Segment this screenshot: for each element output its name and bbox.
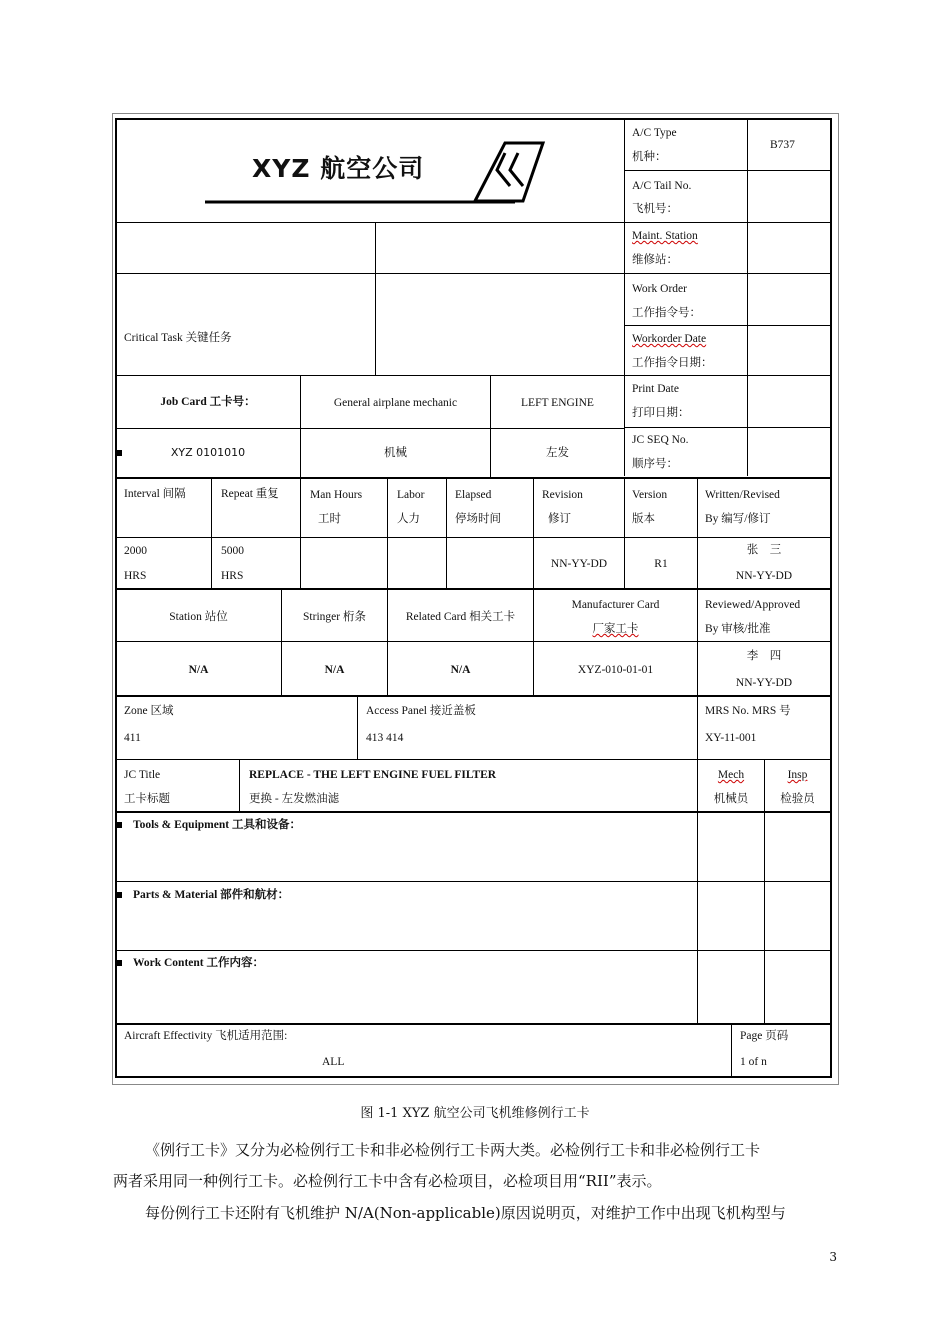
manufacturer-label: Manufacturer Card <box>571 599 660 611</box>
access-panel-label: Access Panel 接近盖板 <box>366 705 476 717</box>
elapsed-label-cn: 停场时间 <box>455 513 501 525</box>
ac-type-label: A/C Type <box>632 127 677 139</box>
stringer-value: N/A <box>324 664 345 676</box>
repeat-unit: HRS <box>221 570 244 582</box>
body-line-3: 每份例行工卡还附有飞机维护 N/A(Non-applicable)原因说明页，对维护工作中出现飞机构型与 <box>145 1204 786 1222</box>
job-title: REPLACE - THE LEFT ENGINE FUEL FILTER <box>249 769 497 781</box>
revision-value: NN-YY-DD <box>550 558 608 570</box>
zone-value: 411 <box>124 732 141 744</box>
insp-label-cn: 检验员 <box>780 793 815 805</box>
bullet-icon <box>117 892 122 898</box>
job-title-cn: 更换 - 左发燃油滤 <box>249 793 340 805</box>
stringer-label: Stringer 桁条 <box>303 611 366 623</box>
body-line-2: 两者采用同一种例行工卡。必检例行工卡中含有必检项目，必检项目用“RII”表示。 <box>113 1172 662 1190</box>
effectivity-label: Aircraft Effectivity 飞机适用范围: <box>124 1030 288 1042</box>
print-date-label-cn: 打印日期： <box>632 407 690 419</box>
company-logo-text: XYZ 航空公司 <box>252 154 425 183</box>
jc-seq-label-cn: 顺序号： <box>632 458 678 470</box>
manufacturer-label-cn: 厂家工卡 <box>592 623 639 635</box>
related-card-label: Related Card 相关工卡 <box>405 611 516 623</box>
work-order-label-cn: 工作指令号： <box>632 307 701 319</box>
tools-section-label: Tools & Equipment 工具和设备： <box>133 819 301 831</box>
written-label-cn: By 编写/修订 <box>705 513 771 525</box>
tail-label: A/C Tail No. <box>632 180 692 192</box>
mrs-label: MRS No. MRS 号 <box>705 705 791 717</box>
man-hours-label-cn: 工时 <box>318 513 341 525</box>
manufacturer-value: XYZ-010-01-01 <box>577 664 654 676</box>
mech-label: Mech <box>717 769 745 781</box>
labor-label: Labor <box>397 489 425 501</box>
version-value: R1 <box>654 558 668 570</box>
elapsed-label: Elapsed <box>455 489 492 501</box>
page-label: Page 页码 <box>740 1030 789 1042</box>
trade-en: General airplane mechanic <box>333 397 458 409</box>
repeat-label: Repeat 重复 <box>221 488 279 500</box>
interval-unit: HRS <box>124 570 147 582</box>
effectivity-value: ALL <box>322 1056 345 1068</box>
ac-type-label-cn: 机种： <box>632 151 667 163</box>
work-order-label: Work Order <box>632 283 687 295</box>
wo-date-label: Workorder Date <box>632 333 707 345</box>
related-value: N/A <box>450 664 471 676</box>
jc-title-label: JC Title <box>124 769 161 781</box>
work-content-label: Work Content 工作内容： <box>133 957 264 969</box>
version-label: Version <box>632 489 668 501</box>
approver-name: 李 四 <box>746 650 782 662</box>
man-hours-label: Man Hours <box>310 489 363 501</box>
position-en: LEFT ENGINE <box>521 397 594 409</box>
bullet-icon <box>117 960 122 966</box>
station-label: Maint. Station <box>632 230 698 242</box>
mrs-value: XY-11-001 <box>705 732 757 744</box>
approver-date: NN-YY-DD <box>735 677 793 689</box>
station-pos-label: Station 站位 <box>169 611 228 623</box>
station-label-cn: 维修站： <box>632 254 678 266</box>
page-number: 3 <box>829 1250 837 1264</box>
parts-section-label: Parts & Material 部件和航材： <box>133 889 290 901</box>
zone-label: Zone 区域 <box>124 705 174 717</box>
interval-label: Interval 间隔 <box>124 488 186 500</box>
station-value: N/A <box>188 664 209 676</box>
position-cn: 左发 <box>546 447 569 459</box>
reviewed-label: Reviewed/Approved <box>705 599 801 611</box>
reviewed-label-cn: By 审核/批准 <box>705 623 771 635</box>
mech-label-cn: 机械员 <box>713 793 749 805</box>
print-date-label: Print Date <box>632 383 679 395</box>
figure-caption: 图 1-1 XYZ 航空公司飞机维修例行工卡 <box>360 1106 590 1121</box>
job-card-label: Job Card 工卡号： <box>160 396 256 408</box>
access-panel-value: 413 414 <box>366 732 404 744</box>
ac-type-value: B737 <box>770 139 795 151</box>
version-label-cn: 版本 <box>632 513 655 525</box>
revision-label-cn: 修订 <box>548 513 571 525</box>
labor-label-cn: 人力 <box>397 513 420 525</box>
page-value: 1 of n <box>740 1056 767 1068</box>
airline-tail-logo-icon <box>205 138 550 208</box>
critical-task-label: Critical Task 关键任务 <box>124 332 232 344</box>
trade-cn: 机械 <box>384 447 407 459</box>
jc-seq-label: JC SEQ No. <box>632 434 689 446</box>
wo-date-label-cn: 工作指令日期： <box>632 357 713 369</box>
bullet-icon <box>117 822 122 828</box>
tail-label-cn: 飞机号： <box>632 203 678 215</box>
written-label: Written/Revised <box>705 489 780 501</box>
interval-value: 2000 <box>124 545 147 557</box>
repeat-value: 5000 <box>221 545 244 557</box>
revision-label: Revision <box>542 489 583 501</box>
body-line-1: 《例行工卡》又分为必检例行工卡和非必检例行工卡两大类。必检例行工卡和非必检例行工卡 <box>145 1141 761 1159</box>
jc-title-label-cn: 工卡标题 <box>124 793 170 805</box>
job-card-value: XYZ 0101010 <box>170 446 246 459</box>
insp-label: Insp <box>787 769 808 781</box>
writer-name: 张 三 <box>746 544 782 556</box>
writer-date: NN-YY-DD <box>735 570 793 582</box>
